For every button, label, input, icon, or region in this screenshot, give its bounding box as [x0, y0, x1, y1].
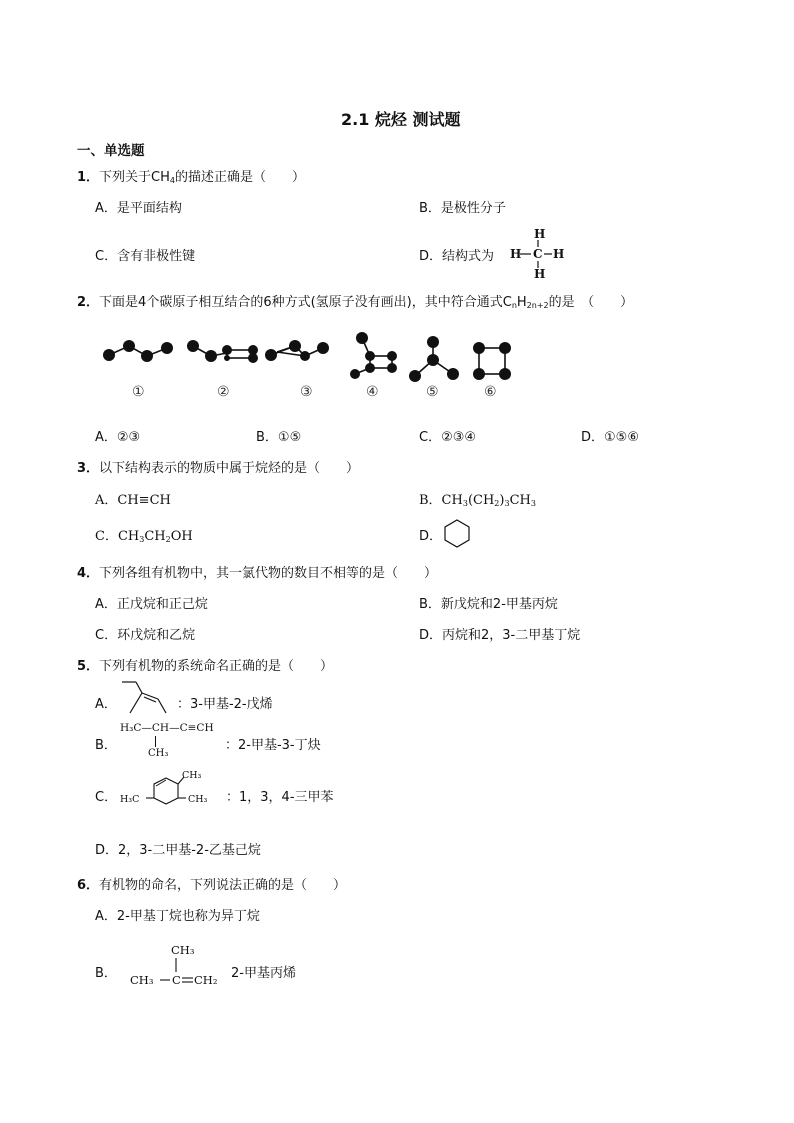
q5c-name: ：1，3，4-三甲苯 — [226, 790, 334, 805]
page-title: 2.1 烷烃 测试题 — [341, 110, 461, 129]
q3-option-b[interactable]: B．$CH_3(CH_2)_3CH_3$ — [419, 493, 536, 508]
q2-option-a[interactable]: A．②③ — [95, 430, 141, 445]
q5b-structure-branch: CH₃ — [148, 748, 169, 759]
q4-option-d[interactable]: D．丙烷和2，3-二甲基丁烷 — [419, 628, 581, 643]
q4-option-b[interactable]: B．新戊烷和2-甲基丙烷 — [419, 597, 558, 612]
q5c-top-methyl: CH₃ — [182, 770, 202, 781]
q2-option-b[interactable]: B．①⑤ — [256, 430, 302, 445]
q4-option-a[interactable]: A．正戊烷和正己烷 — [95, 597, 208, 612]
q5a-name: ：3-甲基-2-戊烯 — [177, 697, 273, 712]
q3-option-a[interactable]: A．CH≡CH — [95, 493, 171, 508]
q5-option-a[interactable]: A． — [95, 697, 117, 712]
q6b-name: 2-甲基丙烯 — [231, 966, 296, 981]
q1-option-d[interactable]: D．结构式为 — [419, 249, 495, 264]
question-2-stem: 2．下面是4个碳原子相互结合的6种方式(氢原子没有画出)，其中符合通式$C_nH_{2n+2}$的是 （ ） — [77, 295, 634, 310]
skeleton-label-2: ② — [217, 384, 230, 400]
q1-option-c[interactable]: C．含有非极性键 — [95, 249, 196, 264]
struct-h-top: H — [534, 227, 546, 241]
q2-option-d[interactable]: D．①⑤⑥ — [581, 430, 639, 445]
skeleton-label-3: ③ — [300, 384, 313, 400]
q5c-right-methyl: CH₃ — [188, 794, 208, 805]
q6b-methylene: CH₂ — [194, 973, 218, 987]
benzene-ring-icon — [442, 518, 472, 548]
question-1-stem: 1．下列关于$CH_4$的描述正确是（ ） — [77, 170, 306, 185]
q5-option-c[interactable]: C． — [95, 790, 118, 805]
q6b-left-methyl: CH₃ — [130, 973, 154, 987]
q5b-structure-main: H₃C—CH—C≡CH — [120, 722, 214, 734]
q5-option-b[interactable]: B． — [95, 738, 117, 753]
q6-option-b[interactable]: B． — [95, 966, 117, 981]
q5c-trimethylbenzene — [118, 768, 228, 812]
q5c-left-methyl: H₃C — [120, 794, 140, 805]
q5b-bond-vertical — [155, 736, 156, 747]
skeleton-label-1: ① — [132, 384, 145, 400]
skeleton-label-4: ④ — [366, 384, 379, 400]
question-4-stem: 4．下列各组有机物中，其一氯代物的数目不相等的是（ ） — [77, 566, 438, 581]
question-6-stem: 6．有机物的命名，下列说法正确的是（ ） — [77, 878, 347, 893]
q6-option-a[interactable]: A．2-甲基丁烷也称为异丁烷 — [95, 909, 260, 924]
q6b-top-methyl: CH₃ — [171, 943, 195, 957]
q4-option-c[interactable]: C．环戊烷和乙烷 — [95, 628, 196, 643]
question-3-stem: 3．以下结构表示的物质中属于烷烃的是（ ） — [77, 461, 360, 476]
q5-option-d[interactable]: D．2，3-二甲基-2-乙基己烷 — [95, 843, 261, 858]
q1-option-b[interactable]: B．是极性分子 — [419, 201, 506, 216]
q6b-methylpropene-structure — [128, 940, 228, 996]
q5a-skeletal-structure — [118, 679, 174, 719]
struct-h-right: H — [553, 247, 565, 261]
carbon-skeleton-figure — [95, 328, 525, 404]
q5b-name: ：2-甲基-3-丁炔 — [225, 738, 321, 753]
struct-h-bottom: H — [534, 267, 546, 281]
struct-c: C — [533, 247, 543, 261]
section-heading: 一、单选题 — [77, 143, 145, 159]
skeleton-label-6: ⑥ — [484, 384, 497, 400]
q3-option-d[interactable]: D． — [419, 529, 443, 544]
question-5-stem: 5．下列有机物的系统命名正确的是（ ） — [77, 659, 334, 674]
q1-option-a[interactable]: A．是平面结构 — [95, 201, 182, 216]
methane-structural-formula — [508, 226, 568, 282]
q3-option-c[interactable]: C．$CH_3CH_2OH$ — [95, 529, 193, 544]
q6b-central-carbon: C — [172, 973, 181, 987]
q2-option-c[interactable]: C．②③④ — [419, 430, 477, 445]
struct-h-left: H — [510, 247, 522, 261]
skeleton-label-5: ⑤ — [426, 384, 439, 400]
